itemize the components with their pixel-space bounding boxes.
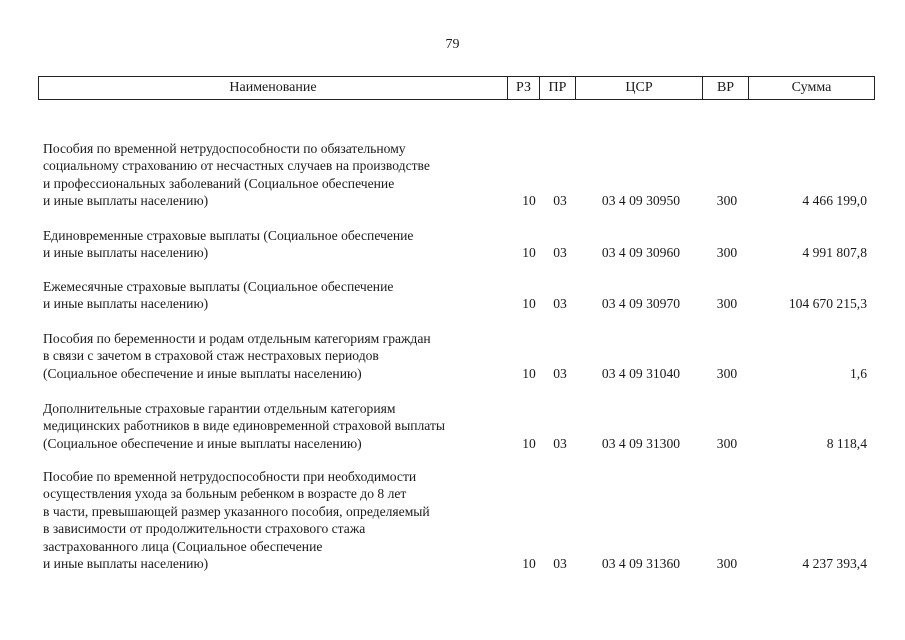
row-name-line: Пособия по беременности и родам отдельным категориям граждан (43, 331, 431, 346)
page-number: 79 (445, 37, 460, 52)
row-csr: 03 4 09 31300 (601, 435, 681, 451)
budget-table (38, 76, 875, 572)
row-vr: 300 (716, 245, 738, 261)
row-name-line: и иные выплаты населению) (43, 556, 209, 572)
header-sum: Сумма (791, 80, 832, 95)
row-name (43, 330, 503, 382)
row-name (43, 400, 503, 452)
row-sum: 4 466 199,0 (802, 193, 867, 209)
header-rz: РЗ (508, 77, 540, 99)
row-sum: 4 991 807,8 (802, 245, 867, 261)
row-name-line: и иные выплаты населению) (43, 296, 209, 312)
row-rz: 10 (522, 245, 536, 261)
row-name-line: в части, превышающей размер указанного пособия, определяемый (43, 503, 430, 519)
row-name-line: Единовременные страховые выплаты (Социальное обеспечение (43, 228, 414, 243)
row-rz: 10 (522, 556, 536, 571)
row-name-line: застрахованного лица (Социальное обеспечение (43, 538, 323, 554)
table-header (38, 76, 875, 100)
row-name-line: Пособия по временной нетрудоспособности по обязательному (43, 141, 406, 156)
row-pr: 03 (553, 365, 567, 381)
row-name-line: Пособие по временной нетрудоспособности при необходимости (43, 469, 417, 484)
row-sum: 4 237 393,4 (802, 556, 867, 571)
row-name-line: и иные выплаты населению) (43, 193, 209, 209)
row-vr: 300 (716, 365, 738, 381)
row-name (43, 468, 503, 572)
row-vr: 300 (716, 193, 738, 209)
row-name-line: и профессиональных заболеваний (Социальное обеспечение (43, 175, 395, 191)
row-rz: 10 (522, 365, 536, 381)
row-sum: 1,6 (850, 365, 867, 381)
row-sum: 8 118,4 (826, 435, 867, 451)
row-name-line: в связи с зачетом в страховой стаж нестраховых периодов (43, 348, 379, 364)
row-name (43, 278, 503, 313)
row-rz: 10 (522, 193, 536, 209)
row-csr: 03 4 09 30960 (601, 245, 681, 261)
header-vr: ВР (703, 77, 749, 99)
header-csr: ЦСР (576, 77, 703, 99)
row-csr: 03 4 09 31360 (601, 556, 681, 571)
row-pr: 03 (553, 296, 567, 312)
row-name-line: осуществления ухода за больным ребенком в возрасте до 8 лет (43, 486, 407, 502)
row-name-line: социальному страхованию от несчастных случаев на производстве (43, 158, 430, 174)
row-pr: 03 (553, 193, 567, 209)
row-csr: 03 4 09 30950 (601, 193, 681, 209)
row-pr: 03 (553, 435, 567, 451)
row-name-line: Дополнительные страховые гарантии отдельным категориям (43, 401, 396, 416)
row-sum: 104 670 215,3 (788, 296, 867, 312)
row-name (43, 227, 503, 262)
row-csr: 03 4 09 31040 (601, 365, 681, 381)
row-vr: 300 (716, 435, 738, 451)
row-rz: 10 (522, 435, 536, 451)
row-pr: 03 (553, 245, 567, 261)
header-pr: ПР (540, 77, 576, 99)
row-name-line: (Социальное обеспечение и иные выплаты населению) (43, 435, 362, 451)
row-pr: 03 (553, 556, 567, 571)
row-csr: 03 4 09 30970 (601, 296, 681, 312)
row-vr: 300 (716, 296, 738, 312)
header-name: Наименование (39, 77, 508, 99)
row-name-line: в зависимости от продолжительности страхового стажа (43, 521, 366, 537)
row-name-line: медицинских работников в виде единовременной страховой выплаты (43, 418, 446, 434)
row-name-line: и иные выплаты населению) (43, 245, 209, 261)
row-name-line: (Социальное обеспечение и иные выплаты населению) (43, 365, 362, 381)
row-vr: 300 (716, 556, 738, 571)
row-name-line: Ежемесячные страховые выплаты (Социальное обеспечение (43, 279, 394, 294)
row-name (43, 140, 503, 210)
row-rz: 10 (522, 296, 536, 312)
